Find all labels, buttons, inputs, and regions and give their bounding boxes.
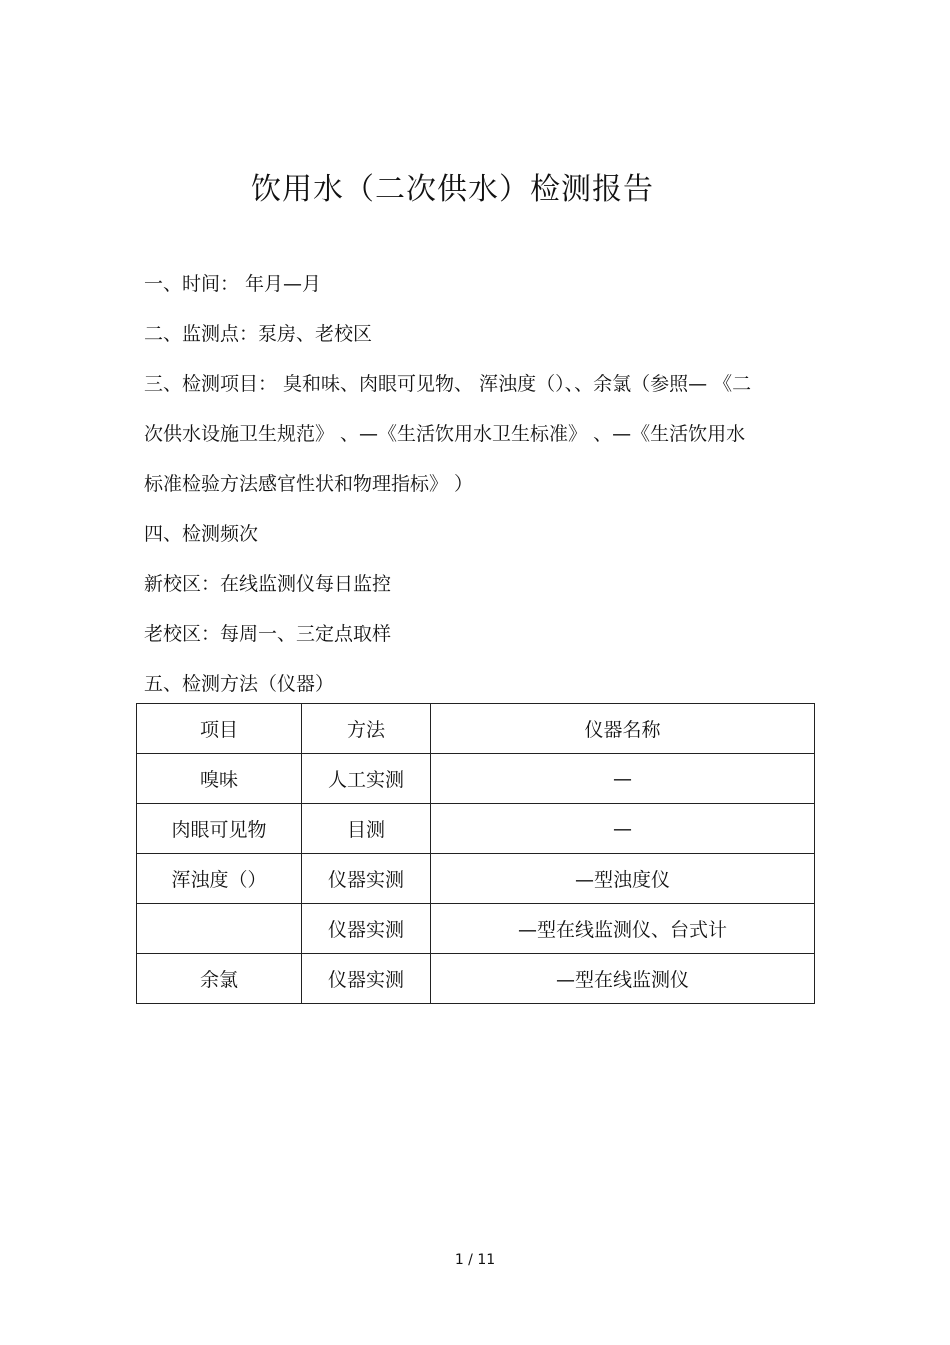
cell-item: 肉眼可见物	[137, 804, 302, 854]
header-item: 项目	[137, 704, 302, 754]
cell-instrument: —型在线监测仪、台式计	[431, 904, 815, 954]
page-number: 1 / 11	[454, 1252, 496, 1268]
section-items-line-3: 标准检验方法感官性状和物理指标》 ）	[144, 473, 474, 495]
header-method: 方法	[302, 704, 431, 754]
section-items-line-2: 次供水设施卫生规范》 、—《生活饮用水卫生标准》 、—《生活饮用水	[144, 423, 746, 445]
cell-method: 目测	[302, 804, 431, 854]
cell-item: 浑浊度（）	[137, 854, 302, 904]
cell-method: 人工实测	[302, 754, 431, 804]
cell-item	[137, 904, 302, 954]
header-instrument: 仪器名称	[431, 704, 815, 754]
table-row	[137, 954, 815, 1004]
section-site: 二、监测点：泵房、老校区	[144, 323, 373, 345]
section-time: 一、时间： 年月—月	[144, 273, 322, 295]
table-row	[137, 854, 815, 904]
section-frequency: 四、检测频次	[144, 523, 259, 545]
cell-method: 仪器实测	[302, 904, 431, 954]
section-items-line-1: 三、检测项目： 臭和味、肉眼可见物、 浑浊度（）、、余氯（参照— 《二	[144, 373, 752, 395]
table-header-row	[137, 704, 815, 754]
cell-method: 仪器实测	[302, 854, 431, 904]
cell-instrument: —	[431, 804, 815, 854]
cell-instrument: —	[431, 754, 815, 804]
table-row	[137, 754, 815, 804]
cell-instrument: —型浊度仪	[431, 854, 815, 904]
new-campus-frequency: 新校区：在线监测仪每日监控	[144, 573, 392, 595]
cell-instrument: —型在线监测仪	[431, 954, 815, 1004]
section-methods: 五、检测方法（仪器）	[144, 673, 335, 695]
methods-table	[136, 703, 815, 1004]
old-campus-frequency: 老校区：每周一、三定点取样	[144, 623, 392, 645]
cell-method: 仪器实测	[302, 954, 431, 1004]
cell-item: 嗅味	[137, 754, 302, 804]
table-row	[137, 804, 815, 854]
table-row	[137, 904, 815, 954]
report-title: 饮用水（二次供水）检测报告	[251, 172, 654, 207]
cell-item: 余氯	[137, 954, 302, 1004]
